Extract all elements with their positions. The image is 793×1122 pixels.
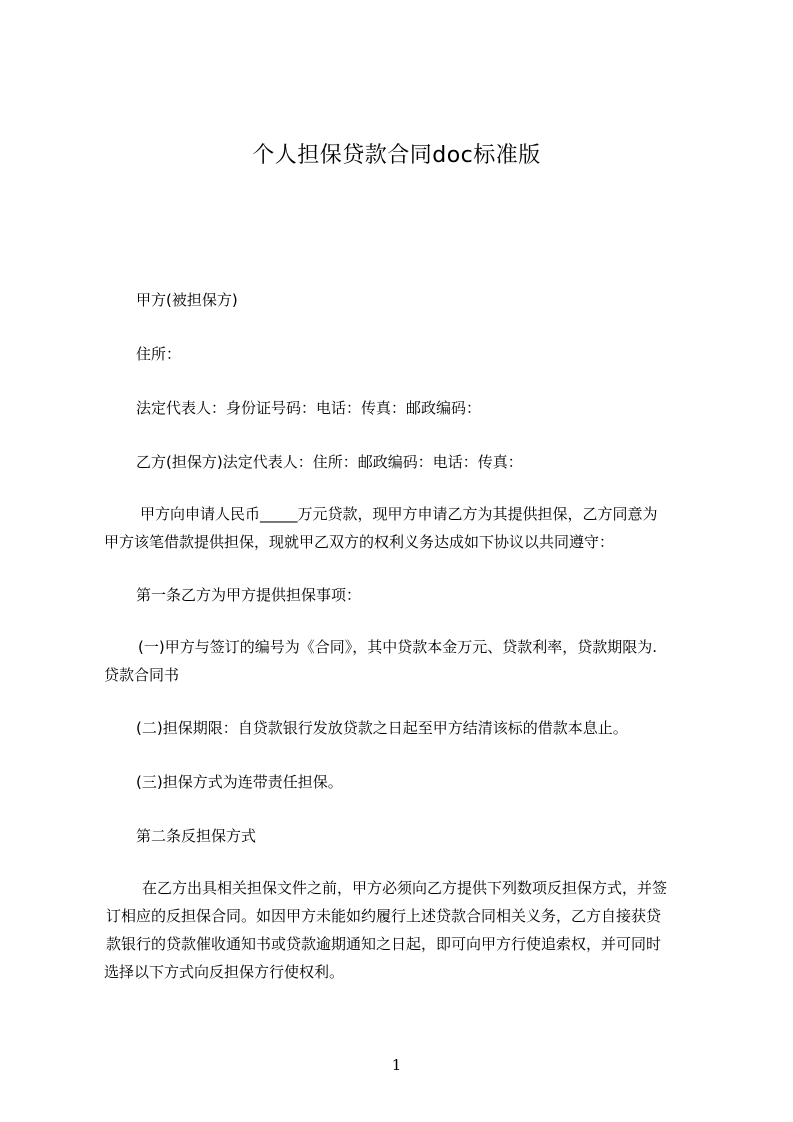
body-line-4: 选择以下方式向反担保方行使权利。 — [104, 963, 345, 981]
body-line-2: 订相应的反担保合同。如因甲方未能如约履行上述贷款合同相关义务，乙方自接获贷 — [106, 907, 662, 925]
intro-line-1: 甲方向申请人民币_____万元贷款，现甲方申请乙方为其提供担保，乙方同意为 — [140, 505, 658, 523]
item-3-line: (三)担保方式为连带责任担保。 — [136, 773, 343, 791]
legal-rep-line: 法定代表人：身份证号码：电话：传真：邮政编码： — [136, 399, 482, 417]
intro-line-2: 甲方该笔借款提供担保，现就甲乙双方的权利义务达成如下协议以共同遵守： — [104, 533, 615, 551]
intro-paragraph — [104, 500, 658, 556]
document-title: 个人担保贷款合同doc标准版 — [252, 143, 541, 168]
item-1-line-1: (一)甲方与签订的编号为《合同》，其中贷款本金万元、贷款利率，贷款期限为. — [138, 638, 657, 656]
body-line-3: 款银行的贷款催收通知书或贷款逾期通知之日起，即可向甲方行使追索权，并可同时 — [106, 935, 662, 953]
item-2-line: (二)担保期限：自贷款银行发放贷款之日起至甲方结清该标的借款本息止。 — [136, 719, 628, 737]
article-2-heading: 第二条反担保方式 — [136, 827, 257, 845]
article-1-heading: 第一条乙方为甲方提供担保事项： — [136, 586, 362, 604]
item-1-line-2: 贷款合同书 — [104, 666, 180, 684]
party-b-line: 乙方(担保方)法定代表人：住所：邮政编码：电话：传真： — [136, 453, 523, 471]
party-a-line: 甲方(被担保方) — [136, 291, 238, 309]
body-paragraph — [104, 874, 667, 986]
address-line: 住所： — [136, 345, 182, 363]
page-number: 1 — [391, 1056, 402, 1074]
item-1-paragraph — [104, 633, 657, 689]
body-line-1: 在乙方出具相关担保文件之前，甲方必须向乙方提供下列数项反担保方式，并签 — [142, 879, 668, 897]
